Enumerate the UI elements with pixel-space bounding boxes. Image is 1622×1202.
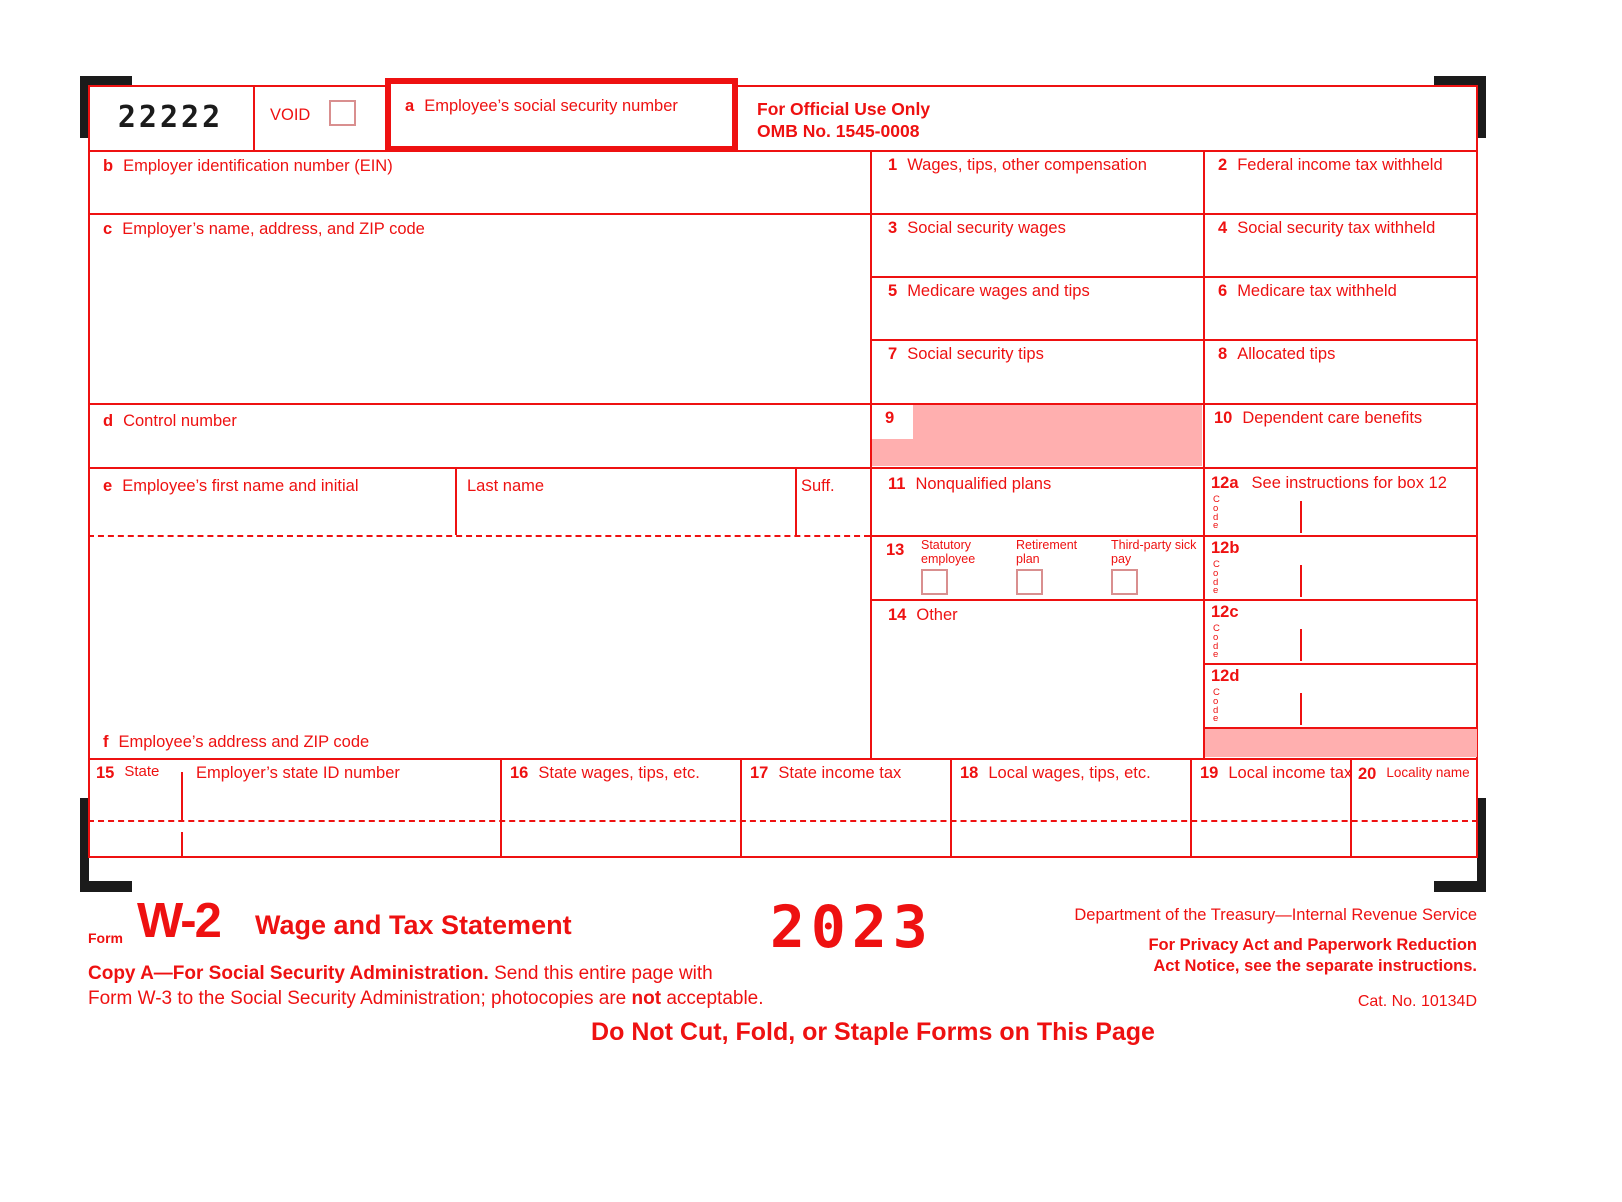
rule-v-12a-code	[1300, 501, 1302, 533]
box-12d-code-label: Code	[1213, 687, 1220, 725]
suffix-label: Suff.	[801, 477, 835, 495]
rule-v-right-column-divider	[1203, 150, 1205, 758]
rule-v-18-19	[1190, 758, 1192, 858]
rule-h-12c	[1203, 663, 1478, 665]
footer-copy-a-line2-not: not	[631, 988, 662, 1009]
rule-h-row-9-10	[88, 467, 1478, 469]
box-b-label: Employer identification number (EIN)	[123, 157, 393, 175]
rule-h-12d	[1203, 727, 1478, 729]
footer-copy-a-line1	[88, 963, 713, 985]
rule-v-lastname	[455, 468, 457, 535]
box-12a-number: 12a	[1211, 474, 1239, 492]
box-1-number: 1	[888, 156, 898, 174]
box-10-number: 10	[1214, 409, 1233, 427]
box12-shaded-strip	[1205, 729, 1477, 757]
rule-dashed-state-row	[88, 820, 1478, 822]
box9-shaded-area	[872, 405, 1202, 466]
box-15-id-label: Employer’s state ID number	[196, 764, 400, 782]
box-12c-code-label: Code	[1213, 623, 1220, 661]
box-c-label: Employer’s name, address, and ZIP code	[122, 220, 425, 238]
box-f-label: Employee’s address and ZIP code	[118, 733, 370, 751]
box-17-number: 17	[750, 764, 769, 782]
rule-v-main-divider	[870, 150, 872, 758]
footer-form-title: Wage and Tax Statement	[255, 910, 572, 940]
crop-mark-bottom-left-h	[80, 881, 132, 892]
box-4-label: Social security tax withheld	[1237, 219, 1436, 237]
box-6-label: Medicare tax withheld	[1237, 282, 1397, 300]
box-20-number: 20	[1358, 765, 1377, 783]
rule-v-12b-code	[1300, 565, 1302, 597]
rule-h-row-3-4	[870, 276, 1478, 278]
box-13-number: 13	[886, 541, 905, 559]
box-b-letter: b	[103, 157, 114, 175]
rule-v-12d-code	[1300, 693, 1302, 725]
rule-v-12c-code	[1300, 629, 1302, 661]
void-checkbox[interactable]	[329, 100, 356, 126]
footer-cat-no: Cat. No. 10134D	[1357, 993, 1477, 1010]
footer-copy-a-line2-pre: Form W-3 to the Social Security Administration; photocopies are	[88, 988, 632, 1009]
footer-privacy-line1: For Privacy Act and Paperwork Reduction	[1148, 936, 1477, 954]
box-3-number: 3	[888, 219, 898, 237]
retirement-plan-label: Retirement plan	[1016, 538, 1078, 566]
box-11-label: Nonqualified plans	[915, 475, 1052, 493]
box-f-letter: f	[103, 733, 109, 751]
box-d-letter: d	[103, 412, 114, 430]
box-15-state-label: State	[124, 763, 160, 780]
statutory-employee-checkbox[interactable]	[921, 569, 948, 595]
box-12b-code-label: Code	[1213, 559, 1220, 597]
box-4-number: 4	[1218, 219, 1228, 237]
box-e-label: Employee’s first name and initial	[122, 477, 359, 495]
box-7-label: Social security tips	[907, 345, 1044, 363]
box-16-number: 16	[510, 764, 529, 782]
box-10-label: Dependent care benefits	[1242, 409, 1423, 427]
box-14-label: Other	[916, 606, 958, 624]
rule-dashed-name-row	[88, 535, 870, 537]
box-c-letter: c	[103, 220, 113, 238]
rule-h-state-row-top	[88, 758, 1478, 760]
last-name-label: Last name	[467, 477, 545, 495]
box-12c-number: 12c	[1211, 603, 1239, 621]
box-18-label: Local wages, tips, etc.	[988, 764, 1151, 782]
box-14-number: 14	[888, 606, 907, 624]
rule-h-row-11-12a	[870, 535, 1478, 537]
footer-copy-a-bold: Copy A—For Social Security Administration.	[88, 963, 489, 984]
rule-v-22222-void	[253, 85, 255, 150]
box-16-label: State wages, tips, etc.	[538, 764, 700, 782]
footer-copy-a-line2	[88, 988, 764, 1010]
box-8-number: 8	[1218, 345, 1228, 363]
box-1-label: Wages, tips, other compensation	[907, 156, 1147, 174]
footer-form-number: W-2	[137, 894, 220, 948]
void-label: VOID	[270, 106, 311, 124]
rule-v-suffix	[795, 468, 797, 535]
box-18-number: 18	[960, 764, 979, 782]
box-a-label: Employee’s social security number	[424, 97, 678, 115]
rule-v-state-tick-top	[181, 772, 183, 820]
rule-h-row-b	[88, 213, 1478, 215]
crop-mark-top-right-v	[1477, 76, 1486, 138]
rule-h-row-7-8	[88, 403, 1478, 405]
box-17-label: State income tax	[778, 764, 902, 782]
footer-form-word: Form	[88, 930, 123, 946]
rule-v-17-18	[950, 758, 952, 858]
footer-copy-a-line2-post: acceptable.	[661, 988, 764, 1009]
box-5-number: 5	[888, 282, 898, 300]
box-2-number: 2	[1218, 156, 1228, 174]
rule-v-16-17	[740, 758, 742, 858]
footer-privacy-line2: Act Notice, see the separate instructions.	[1153, 957, 1477, 975]
footer-warning: Do Not Cut, Fold, or Staple Forms on This Page	[591, 1018, 1155, 1046]
box-e-letter: e	[103, 477, 113, 495]
box-3-label: Social security wages	[907, 219, 1066, 237]
box-15-number: 15	[96, 764, 115, 782]
retirement-plan-checkbox[interactable]	[1016, 569, 1043, 595]
footer-department: Department of the Treasury—Internal Revenue Service	[1074, 906, 1477, 924]
box-12b-number: 12b	[1211, 539, 1240, 557]
box-11-number: 11	[888, 475, 906, 493]
rule-v-15-16	[500, 758, 502, 858]
official-use-line2: OMB No. 1545-0008	[757, 121, 920, 141]
footer-year: 2023	[770, 893, 934, 961]
box-d-label: Control number	[123, 412, 237, 430]
form-control-code: 22222	[117, 100, 224, 135]
box-9-number: 9	[885, 409, 895, 427]
box-a-letter: a	[405, 97, 415, 115]
crop-mark-bottom-right-v	[1477, 798, 1486, 892]
box-12a-label: See instructions for box 12	[1251, 474, 1447, 492]
box-5-label: Medicare wages and tips	[907, 282, 1090, 300]
box-7-number: 7	[888, 345, 898, 363]
box-12d-number: 12d	[1211, 667, 1240, 685]
rule-h-row-13-12b	[870, 599, 1478, 601]
statutory-employee-label: Statutory employee	[921, 538, 976, 566]
official-use-line1: For Official Use Only	[757, 99, 931, 119]
third-party-sick-pay-checkbox[interactable]	[1111, 569, 1138, 595]
box-20-label: Locality name	[1386, 765, 1470, 780]
rule-v-state-tick-bottom	[181, 832, 183, 858]
rule-h-row-5-6	[870, 339, 1478, 341]
box-19-label: Local income tax	[1228, 764, 1353, 782]
box-8-label: Allocated tips	[1237, 345, 1336, 363]
box-6-number: 6	[1218, 282, 1228, 300]
third-party-sick-pay-label: Third-party sick pay	[1111, 538, 1197, 566]
footer-copy-a-rest: Send this entire page with	[488, 963, 713, 984]
box-12a-code-label: Code	[1213, 494, 1220, 532]
box-19-number: 19	[1200, 764, 1219, 782]
box-2-label: Federal income tax withheld	[1237, 156, 1443, 174]
rule-h-top-row	[88, 150, 1478, 152]
crop-mark-bottom-right-h	[1434, 881, 1486, 892]
